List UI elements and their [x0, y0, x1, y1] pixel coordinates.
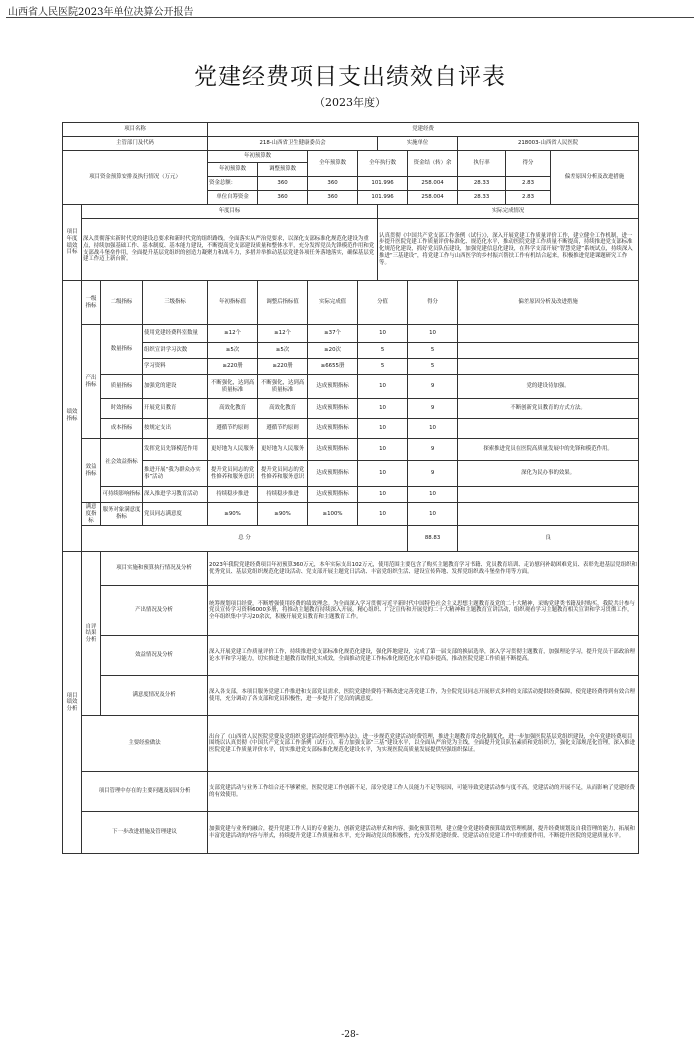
header-divider [6, 17, 694, 18]
indicator-reason [458, 419, 639, 439]
initial-budget-header: 年初预算数 [208, 151, 308, 163]
analysis-text: 统筹规划项目经费，不断增强使用经费的绩效理念。为全面深入学习贯彻习近平新时代中国特色社会主义思想主题教育及党的二十大精神，采购党建类书籍及时购买，我院共计参与党员宣传学习资料6000多册，将推动主题教育持续深入开展。精心组织、广泛宣传和开展党的二十大精神和主题教育宣讲活动，组织观看学习主题教育相关宣讲和学习贯彻工作，全年组织集中学习20余次，积极开展党员教育和主题教育工作。 [208, 586, 639, 636]
report-header: 山西省人民医院2023年单位决算公开报告 [8, 7, 194, 18]
indicator-name: 发挥党员先锋模范作用 [143, 439, 208, 461]
indicator-reason [458, 343, 639, 359]
indicator-initial: ≥90% [208, 503, 258, 526]
project-name-label: 项目名称 [63, 123, 208, 137]
sub-adjusted-header: 调整预算数 [258, 163, 308, 177]
indicator-points: 10 [358, 325, 408, 343]
indicator-actual: 达成预期指标 [308, 419, 358, 439]
indicator-initial: ≥5次 [208, 343, 258, 359]
fund-exec: 101.996 [358, 191, 408, 205]
social-indicator: 社会效益指标 [101, 439, 143, 487]
indicator-actual: ≥37个 [308, 325, 358, 343]
indicator-score: 5 [408, 343, 458, 359]
fund-rate: 28.33 [458, 177, 506, 191]
analysis-text: 支部党建活动与业务工作结合还不够紧密，医院党建工作创新不足，部分党建工作人员能力不足等原因，可能导致党建活动参与度不高，党建活动的开展不足，从而影响了党建经费的有效使用。 [208, 772, 639, 812]
indicator-name: 推进开展“我为群众办实事”活动 [143, 461, 208, 487]
annual-budget-header: 全年预算数 [308, 151, 358, 177]
indicator-points: 5 [358, 343, 408, 359]
satisfaction-indicator: 满意度指标 [82, 503, 101, 526]
indicator-initial: ≥12个 [208, 325, 258, 343]
analysis-side-label: 项目绩效分析 [63, 552, 82, 854]
indicator-adjusted: ≥220册 [258, 359, 308, 375]
analysis-label: 满意度情况及分析 [101, 676, 208, 716]
fund-annual: 360 [308, 191, 358, 205]
actual-text: 认真贯彻《中国共产党支部工作条例（试行）》，深入开展党建工作质量评价工作，建立健全工作机制，进一步提升医院党建工作质量评价标准化、规范化水平，推动医院党建工作质量不断提高，持续推进党支部标准化规范化建设，抓好党员队伍建设，加强党建信息化建设，在科学支部开展“智慧党建”系统试点，持续深入推进“三基建设”，将党建工作与山西医学的乡村振兴帮扶工作有机结合起来，积极推进党建课题研究工作等。 [378, 219, 639, 281]
indicator-adjusted: 不断强化，达到高质量标准 [258, 375, 308, 399]
indicator-reason [458, 487, 639, 503]
actual-header: 实际完成情况 [378, 205, 639, 219]
sub-initial-header: 年初预算数 [208, 163, 258, 177]
evaluation-table [62, 122, 639, 854]
fund-score: 2.83 [506, 177, 551, 191]
goals-side-label: 项目年度绩效目标 [63, 205, 82, 281]
analysis-text: 出台了《山西省人民医院党费及党组织党建活动经费管理办法》，进一步规范党建活动经费管理，推进主题教育常态化制度化，进一步加强医院基层党组织建设，全年党建经费项目围绕以认真贯彻《中国共产党支部工作条例（试行）》，着力加强支部“三基”建设水平，以全面从严治党为主线，全面提升党员队伍素质和党组织力，强化支部规范化管理，深入推进医院党建工作质量评价水平，切实推进党支部标准化规范化建设水平，为实现医院高质量发展提供坚强组织保证。 [208, 716, 639, 772]
h-actual-value: 实际完成值 [308, 281, 358, 325]
indicator-actual: 达成预期指标 [308, 439, 358, 461]
indicator-points: 10 [358, 419, 408, 439]
indicator-name: 深入推进学习教育活动 [143, 487, 208, 503]
fund-rate: 28.33 [458, 191, 506, 205]
indicator-score: 9 [408, 375, 458, 399]
indicator-reason [458, 503, 639, 526]
indicator-score: 10 [408, 325, 458, 343]
benefit-indicator: 效益指标 [82, 439, 101, 503]
fund-initial: 360 [258, 177, 308, 191]
indicators-side-label: 绩效指标 [63, 281, 82, 552]
score-header: 得分 [506, 151, 551, 177]
indicator-initial: ≥220册 [208, 359, 258, 375]
indicator-name: 党员同志满意度 [143, 503, 208, 526]
exec-header: 全年执行数 [358, 151, 408, 177]
indicator-actual: 达成预期指标 [308, 487, 358, 503]
indicator-name: 学习资料 [143, 359, 208, 375]
indicator-initial: 高效化教育 [208, 399, 258, 419]
page-number: -28- [341, 1030, 359, 1040]
indicator-reason: 探索推进党员在医院高质量发展中的先锋和模范作用。 [458, 439, 639, 461]
indicator-adjusted: ≥5次 [258, 343, 308, 359]
indicator-score: 10 [408, 503, 458, 526]
indicator-score: 10 [408, 487, 458, 503]
indicator-actual: 达成预期指标 [308, 461, 358, 487]
indicator-name: 按规定支出 [143, 419, 208, 439]
h-level1: 一级指标 [82, 281, 101, 325]
indicator-reason: 不断创新党员教育的方式方法。 [458, 399, 639, 419]
indicator-name: 组织宣讲学习次数 [143, 343, 208, 359]
indicator-actual: ≥6655册 [308, 359, 358, 375]
indicator-reason: 党的建设待加强。 [458, 375, 639, 399]
indicator-actual: ≥100% [308, 503, 358, 526]
indicator-actual: ≥20次 [308, 343, 358, 359]
output-indicator: 产出指标 [82, 325, 101, 439]
fund-balance: 258.004 [408, 177, 458, 191]
analysis-label: 项目实施和预算执行情况及分析 [101, 552, 208, 586]
indicator-adjusted: 高效化教育 [258, 399, 308, 419]
indicator-initial: 更好地为人民服务 [208, 439, 258, 461]
balance-header: 资金结（转）余 [408, 151, 458, 177]
indicator-score: 10 [408, 419, 458, 439]
indicator-name: 使用党建经费科室数量 [143, 325, 208, 343]
sustain-indicator: 可持续影响指标 [101, 487, 143, 503]
fund-exec: 101.996 [358, 177, 408, 191]
analysis-text: 深入开展党建工作质量评价工作，持续推进党支部标准化规范化建设，强化阵地建设，完成了第一届支部的换届选举，深入学习贯彻主题教育，加强理论学习，提升党员干部政治理论水平和学习能力，切实推进主题教育取得扎实成效，全面推动党建工作标准化规范化水平稳步提高，推动医院党建工作质量不断提高。 [208, 636, 639, 676]
indicator-points: 10 [358, 487, 408, 503]
survey-indicator: 服务对象满意度指标 [101, 503, 143, 526]
indicator-actual: 达成预期指标 [308, 375, 358, 399]
analysis-label: 产出情况及分析 [101, 586, 208, 636]
indicator-adjusted: 提升党员同志的党性修养和服务意识 [258, 461, 308, 487]
indicator-score: 9 [408, 439, 458, 461]
fund-label: 项目资金预算安排及执行情况（万元） [63, 151, 208, 205]
h-score: 得分 [408, 281, 458, 325]
fund-score: 2.83 [506, 191, 551, 205]
cost-indicator: 成本指标 [101, 419, 143, 439]
analysis-text: 深入各支部，本项目服务党建工作推进和支部党员需求，医院党建经费将不断改进完善党建工作，为全院党员同志开展形式多样的支部活动提供经费保障，使党建经费得到有效合理使用，充分调动了各支部和党员积极性，进一步提升了党员的满意度。 [208, 676, 639, 716]
indicator-adjusted: ≥12个 [258, 325, 308, 343]
analysis-text: 2023年我院党建经费项目年初预算360万元，本年实际支出102万元，使用范围主要包含了购买主题教育学习书籍、党员教育培训、走访慰问补助困难党员、表彰先进基层党组织和优秀党员、基层党组织规范化建设活动、党支部开展主题党日活动、丰富党组织生活、建设宣传阵地、发挥党组织战斗堡垒作用等方面。 [208, 552, 639, 586]
fund-annual: 360 [308, 177, 358, 191]
fund-initial: 360 [258, 191, 308, 205]
indicator-name: 加强党的建设 [143, 375, 208, 399]
indicator-adjusted: 持续稳步推进 [258, 487, 308, 503]
indicator-actual: 达成预期指标 [308, 399, 358, 419]
analysis-text: 加强党建与业务的融合，提升党建工作人员的专业能力，创新党建活动形式和内容，强化预算管理，建立健全党建经费预算绩效管理机制，提升经费规划及自我管理的能力，拓展和丰富党建活动的内容与形式，持续提升党建工作质量和水平，充分调动党员的积极性，充分发挥党建经费、党建活动在党建工作中的重要作用，不断提升医院的党建质量水平。 [208, 812, 639, 854]
indicator-adjusted: ≥90% [258, 503, 308, 526]
quantity-indicator: 数量指标 [101, 325, 143, 375]
indicator-initial: 持续稳步推进 [208, 487, 258, 503]
total-label: 总 分 [82, 526, 408, 552]
indicator-points: 10 [358, 375, 408, 399]
total-score: 88.83 [408, 526, 458, 552]
indicator-adjusted: 遵循节约原则 [258, 419, 308, 439]
fund-row-label: 单位自筹资金 [208, 191, 258, 205]
indicator-score: 9 [408, 461, 458, 487]
dept-value: 218-山西省卫生健康委员会 [208, 137, 378, 151]
project-name: 党建经费 [208, 123, 639, 137]
fund-balance: 258.004 [408, 191, 458, 205]
goal-header: 年度目标 [82, 205, 378, 219]
indicator-initial: 提升党员同志的党性修养和服务意识 [208, 461, 258, 487]
h-level2: 二级指标 [101, 281, 143, 325]
h-initial-value: 年初指标值 [208, 281, 258, 325]
indicator-reason: 深化为民办事的效果。 [458, 461, 639, 487]
h-points: 分值 [358, 281, 408, 325]
indicator-points: 10 [358, 461, 408, 487]
indicator-initial: 遵循节约原则 [208, 419, 258, 439]
h-adjusted-value: 调整后指标值 [258, 281, 308, 325]
indicator-reason [458, 359, 639, 375]
indicator-points: 10 [358, 439, 408, 461]
reason-header: 偏差原因分析及改进措施 [551, 151, 639, 205]
analysis-label: 项目管理中存在的主要问题及原因分析 [82, 772, 208, 812]
quality-indicator: 质量指标 [101, 375, 143, 399]
analysis-label: 下一步改进措施及管理建议 [82, 812, 208, 854]
h-reason: 偏差原因分析及改进措施 [458, 281, 639, 325]
indicator-points: 10 [358, 503, 408, 526]
indicator-name: 开展党员教育 [143, 399, 208, 419]
indicator-points: 10 [358, 399, 408, 419]
unit-label: 实施单位 [378, 137, 458, 151]
indicator-reason [458, 325, 639, 343]
indicator-adjusted: 更好地为人民服务 [258, 439, 308, 461]
page-title: 党建经费项目支出绩效自评表 [194, 64, 506, 90]
dept-label: 主管部门及代码 [63, 137, 208, 151]
unit-value: 218003-山西省人民医院 [458, 137, 639, 151]
analysis-label: 效益情况及分析 [101, 636, 208, 676]
fund-row-label: 资金总额： [208, 177, 258, 191]
self-eval-label: 自评结果分析 [82, 552, 101, 716]
indicator-score: 5 [408, 359, 458, 375]
indicator-initial: 不断强化，达到高质量标准 [208, 375, 258, 399]
timeliness-indicator: 时效指标 [101, 399, 143, 419]
rate-header: 执行率 [458, 151, 506, 177]
h-level3: 三级指标 [143, 281, 208, 325]
indicator-score: 9 [408, 399, 458, 419]
indicator-points: 5 [358, 359, 408, 375]
analysis-label: 主要经验做法 [82, 716, 208, 772]
goal-text: 深入贯彻落实新时代党的建设总要求和新时代党的组织路线，全面落实从严治党要求，以深化支部标准化规范化建设为重点，持续加强基础工作、基本制度、基本能力建设，不断提高党支部建设质量和整体水平，充分发挥党员先锋模范作用和党支部战斗堡垒作用，全面提升基层党组织的创造力凝聚力和战斗力，多措并举推动基层党建各项任务落地落实，确保基层党建工作迈上新台阶。 [82, 219, 378, 281]
grade: 良 [458, 526, 639, 552]
report-year: （2023年度） [314, 96, 386, 109]
